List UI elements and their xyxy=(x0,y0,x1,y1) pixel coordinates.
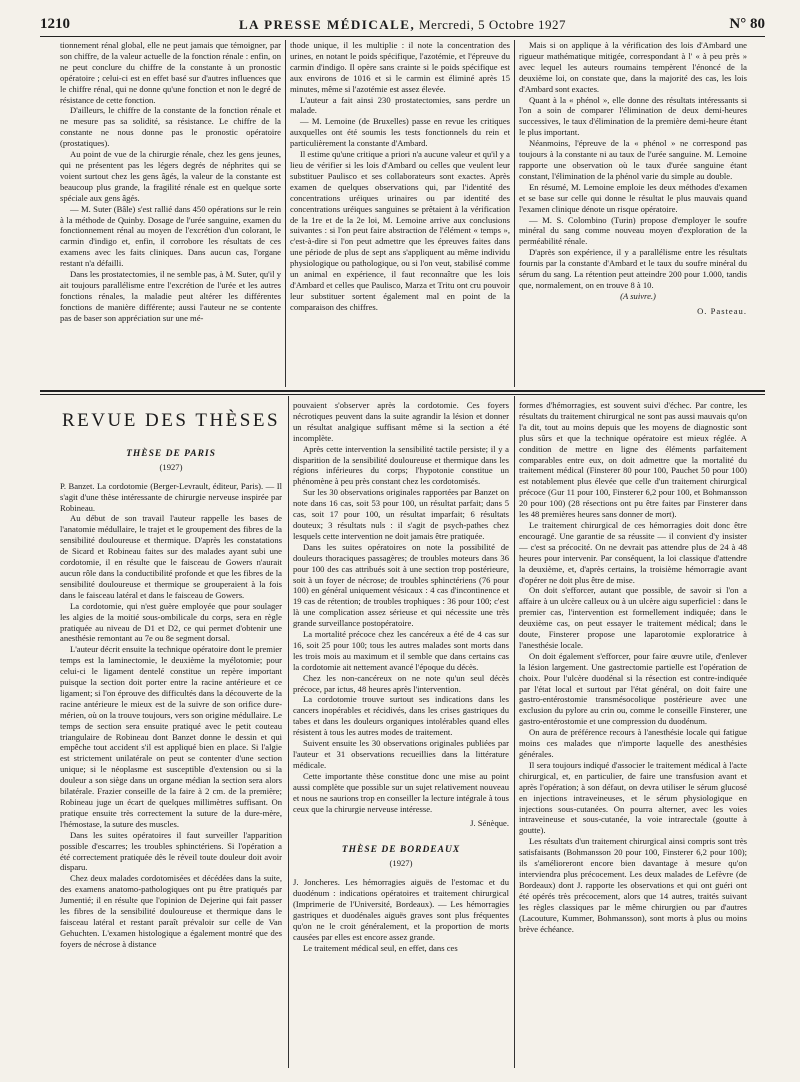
paragraph: En résumé, M. Lemoine emploie les deux méthodes d'examen et se base sur celle qui donne le résultat le plus mauvais quand l'examen clinique dénote un risque opératoire. xyxy=(519,181,747,214)
author-signature: J. Sénèque. xyxy=(470,818,509,829)
column-divider xyxy=(514,40,515,387)
paragraph: Sur les 30 observations originales rapportées par Banzet on note dans 16 cas, soit 53 pour 100, un résultat parfait; dans 5 cas, soit 17 pour 100, un résultat imparfait; 6 résultats douteux; 3 résultats nuls : il s'agit de psych-pathes chez lesquels cette intervention ne doit jamais être pratiquée. xyxy=(293,487,509,541)
paragraph: thode unique, il les multiplie : il note la concentration des urines, en notant le poids spécifique, l'azotémie, et l'épreuve du carmin d'indigo. Il opère sans crainte si le poids spécifique est aux environs de 1016 et si le carmin est éliminé après 15 minutes, même si l'azotémie est assez élevée. xyxy=(290,40,510,94)
paragraph: — M. Lemoine (de Bruxelles) passe en revue les critiques auxquelles ont été soumis les tests fonctionnels du rein et particulièrement la constante d'Ambard. xyxy=(290,116,510,149)
paragraph: Néanmoins, l'épreuve de la « phénol » ne correspond pas toujours à la constante ni au taux de l'urée sanguine. M. Lemoine rapporte une observation où le taux d'urée sanguine étant constant, l'élimination de la phénol varie du simple au double. xyxy=(519,138,747,181)
bottom-column-2 xyxy=(293,400,509,1070)
paragraph: D'après son expérience, il y a parallélisme entre les résultats fournis par la constante d'Ambard et le taux du soufre minéral du sérum du sang. La rétention peut atteindre 200 pour 1.000, tandis que, normalement, on en trouve 8 à 10. xyxy=(519,247,747,290)
top-column-2 xyxy=(290,40,510,388)
paragraph: Le traitement chirurgical de ces hémorragies doit donc être encouragé. Une garantie de sa réussite — il convient d'y insister — c'est sa précocité. On ne devrait pas attendre plus de 24 à 48 heures pour intervenir. Par conséquent, la loi classique d'attendre la deuxième, et, d'après certains, la troisième hémorragie avant d'opérer ne doit plus être de mise. xyxy=(519,519,747,585)
to-follow-note: (A suivre.) xyxy=(620,290,656,301)
paragraph: — M. Suter (Bâle) s'est rallié dans 450 opérations sur le rein à la méthode de Quinby. Dosage de l'urée sanguine, examen du fonctionnement rénal au moyen de l'excrétion d'un colorant, le carmin d'indigo et, enfin, il corrobore les résultats de ces examens avec les faits cliniques. Dans aucun cas, l'organe restant n'a défailli. xyxy=(60,203,281,269)
journal-name: LA PRESSE MÉDICALE, xyxy=(239,17,416,32)
section-rule-thin xyxy=(40,394,765,395)
paragraph: Chez les non-cancéreux on ne note qu'un seul décès précoce, par ictus, 48 heures après l'intervention. xyxy=(293,672,509,694)
page-number: 1210 xyxy=(40,16,70,32)
paragraph: La cordotomie trouve surtout ses indications dans les cancers inopérables et récidivés, dans les crises gastriques du tabes et dans les douleurs organiques intolérables quand elles résistent à tous les autres modes de traitement. xyxy=(293,694,509,738)
paragraph: On doit également s'efforcer, pour faire œuvre utile, d'enlever la lésion largement. Une gastrectomie partielle est l'opération de choix. Pour l'ulcère duodénal si la résection est contre-indiquée par l'état local et surtout par l'état général, on doit faire une gastro-entérostomie transmésocolique postérieure avec une exclusion du pylore au crin ou, comme le conseille Finsterer, une gastro-entérostomie et une compression du duodénum. xyxy=(519,650,747,727)
page-header xyxy=(40,14,765,37)
top-column-1 xyxy=(60,40,281,388)
paragraph: Les résultats d'un traitement chirurgical ainsi compris sont très satisfaisants (Bohmansson 20 pour 100, Finsterer 6,2 pour 100); ils s'amélioreront encore bien davantage à mesure qu'on interviendra plus précocement. Les deux malades de Lefèvre (de Bordeaux) dont J. rapporte les observations et qui ont guéri ont été opérés très précocement, alors que 14 autres, traités suivant les règles classiques par le même chirurgien ou par d'autres (Lacouture, Kummer, Bohmansson), sont morts à plus ou moins brève échéance. xyxy=(519,836,747,934)
paragraph: Dans les suites opératoires on note la possibilité de douleurs thoraciques passagères; de troubles moteurs dans 36 pour 100 des cas attribués soit à une section trop postérieure, soit à un foyer de nécrose; de troubles sphinctériens (76 pour 100) en général uniquement vésicaux : 4 cas d'incontinence et 19 cas de rétention; de troubles trophiques : 36 pour 100; c'est là une complication assez sérieuse et qui nécessite une très grande surveillance postopératoire. xyxy=(293,541,509,629)
paragraph: D'ailleurs, le chiffre de la constante de la fonction rénale et ne mesure pas sa solidité, sa résistance. Le chiffre de la constante ne nous donne pas le pronostic opératoire (prostatiques). xyxy=(60,105,281,149)
paragraph: La cordotomie, qui n'est guère employée que pour soulager les algies de la moitié sous-ombilicale du corps, sera en règle pratiquée au niveau de D1 et D2, ce qui permet d'obtenir une anesthésie remontant au 7e ou 8e segment dorsal. xyxy=(60,600,282,644)
paragraph: Au point de vue de la chirurgie rénale, chez les gens jeunes, qui ne présentent pas les légers degrés de néphrites qui se voient surtout chez les gens âgés, la valeur de la constante est beaucoup plus grande, la fragilité rénale est en quelque sorte spéciale aux gens âgés. xyxy=(60,149,281,203)
paragraph: — M. S. Colombino (Turin) propose d'employer le soufre minéral du sang comme nouveau moyen d'exploration de la perméabilité rénale. xyxy=(519,214,747,247)
paragraph: L'auteur a fait ainsi 230 prostatectomies, sans perdre un malade. xyxy=(290,94,510,116)
paragraph: pouvaient s'observer après la cordotomie. Ces foyers nécrotiques peuvent dans la suite agrandir la lésion et donner un résultat analgique suffisant même si la section a été incomplète. xyxy=(293,400,509,443)
paragraph: tionnement rénal global, elle ne peut jamais que témoigner, par son chiffre, de la valeur actuelle de la fonction rénale : enfin, on ne peut conclure du chiffre de la constante à un pronostic opératoire ; celui-ci est en effet basé sur d'autres influences que le chiffre rénal, qui ne donne qu'une fonction et non le degré de résistance de cette fonction. xyxy=(60,40,281,105)
column-divider xyxy=(288,396,289,1068)
subsection-heading-paris: THÈSE DE PARIS xyxy=(126,448,216,459)
column-divider xyxy=(514,396,515,1068)
section-rule-thick xyxy=(40,390,765,392)
paragraph: formes d'hémorragies, est souvent suivi d'échec. Par contre, les résultats du traitement chirurgical ne sont pas aussi mauvais qu'on l'a dit, tout au moins depuis que les moyens de diagnostic sont plus sûrs et que la technique opératoire est mieux réglée. A condition de mettre en ligne des éléments parfaitement comparables entre eux, on doit admettre que la mortalité du traitement médical (Finsterer 80 pour 100, Pauchet 50 pour 100) est notablement plus élevée que celle d'un traitement chirurgical précoce (Gur 11 pour 100, Finsterer 6,2 pour 100, et Bohmansson 20 pour 100) (28 résections ont pu être faites par Finsterer dans les 48 premières heures sans donner de mort). xyxy=(519,400,747,520)
paragraph: Il sera toujours indiqué d'associer le traitement médical à l'acte chirurgical, et, en particulier, de faire une transfusion avant et après l'opération; à son défaut, on devra utiliser le sérum glucosé en injections intraveineuses, et le sérum physiologique en injections sous-cutanées. On pourra alterner, avec les voies intraveineuse et sous-cutanée, la voie intrarectale (goutte à goutte). xyxy=(519,759,747,836)
paragraph: Dans les prostatectomies, il ne semble pas, à M. Suter, qu'il y ait toujours parallélisme entre l'excrétion de l'urée et les autres fonctions rénales, la maladie peut altérer les différentes fonctions de manière différente; aussi l'auteur ne se contente pas de baser son appréciation sur une mé- xyxy=(60,269,281,323)
running-title xyxy=(40,17,765,33)
bottom-column-1 xyxy=(60,400,282,1070)
paragraph: Dans les suites opératoires il faut surveiller l'apparition possible d'escarres; les troubles sphinctériens. Si l'opération a été correctement pratiquée dès le réveil toute douleur doit avoir disparu. xyxy=(60,829,282,873)
top-column-3 xyxy=(519,40,747,388)
paragraph: Quant à la « phénol », elle donne des résultats intéressants si l'on a soin de comparer l'élimination de deux demi-heures successives, le taux d'élimination de la première demi-heure étant le plus important. xyxy=(519,94,747,138)
paragraph: Cette importante thèse constitue donc une mise au point aussi complète que possible sur un sujet relativement nouveau et nous ne saurions trop en conseiller la lecture intégrale à tous ceux que la chirurgie nerveuse intéresse. xyxy=(293,770,509,814)
subsection-year: (1927) xyxy=(159,461,183,472)
signature-text: O. Pasteau. xyxy=(697,305,747,316)
author-signature xyxy=(519,306,747,317)
paragraph: On aura de préférence recours à l'anesthésie locale qui fatigue moins ces malades que n'importe laquelle des anesthésies générales. xyxy=(519,727,747,759)
issue-number: N° 80 xyxy=(729,16,765,32)
paragraph: La mortalité précoce chez les cancéreux a été de 4 cas sur 16, soit 25 pour 100; tous les autres malades sont morts dans les trois mois au maximum et il semble que dans certains cas la cordotomie ait nettement avancé l'époque du décès. xyxy=(293,629,509,672)
paragraph: Il estime qu'une critique a priori n'a aucune valeur et qu'il y a lieu de vérifier si les lois d'Ambard ou celles que veulent leur substituer Paulisco et ses collaborateurs sont exactes. Après examen de quelques observations qui, par l'identité des concentrations uréiques urinaires ou par identité des concentrations uréiques sanguines se prêtaient à la vérification de la 1re et de la 2e loi, M. Lemoine arrive aux conclusions suivantes : si l'on peut faire abstraction de l'élément « temps », c'est-à-dire si l'on peut admettre que les épreuves faites dans une période de plus de sept ans s'appliquent au même individu physiologique ou pathologique, ou si l'on veut, stabilisé comme un animal en expérience, il faut reconnaître que les lois d'Ambard et celles que Paulisco, Marza et Tritu ont cru pouvoir leur substituer sortent également mal en point de la comparaison des chiffres. xyxy=(290,149,510,312)
section-title: REVUE DES THÈSES xyxy=(61,410,281,431)
column-divider xyxy=(285,40,286,387)
thesis-entry: J. Joncheres. Les hémorragies aiguës de l'estomac et du duodénum : indications opératoires et traitement chirurgical (Imprimerie de l'Université, Bordeaux). — Les hémorragies gastriques et duodénales aiguës graves sont plus fréquentes qu'on ne le croit généralement, et la proportion de morts causées par elles est encore assez grande. xyxy=(293,877,509,942)
paragraph: On doit s'efforcer, autant que possible, de savoir si l'on a affaire à un ulcère calleux ou à un ulcère aigu superficiel : dans le premier cas, l'intervention est formellement indiquée; dans le deuxième cas, on peut essayer le traitement médical; dans le doute, Finsterer propose une laparotomie exploratrice à l'anesthésie locale. xyxy=(519,585,747,650)
paragraph: L'auteur décrit ensuite la technique opératoire dont le premier temps est la laminectomie, le deuxième la myélotomie; pour celui-ci le ligament dentelé constitue un repère important puisque la section doit porter entre la racine antérieure et ce ligament; si l'on éprouve des difficultés dans la découverte de la racine antérieure le mieux est de la suivre de son orifice dure-mérien, où on la trouve toujours, vers son origine médullaire. Le temps de section sera ensuite pratiqué avec le petit couteau triangulaire de Robineau dont Banzet donne le dessin et qui empêche tout accident s'il est appliqué bien en place. Si l'algie est strictement unilatérale on peut se contenter d'une section unique; si le néoplasme est susceptible d'extension ou si la douleur a son siège dans un organe médian la section sera alors bilatérale. Frazier conseille de la faire à 2 cm. de la première; Robineau juge un écart de quelques millimètres suffisant. On pratique ensuite très correctement la suture de la dure-mère, l'hémostase, la suture des muscles. xyxy=(60,644,282,829)
paragraph: Après cette intervention la sensibilité tactile persiste; il y a disparition de la sensibilité douloureuse et thermique dans les régions inférieures du corps; l'hypotonie constitue un phénomène à peu près constant chez les cordotomisés. xyxy=(293,443,509,487)
paragraph: Au début de son travail l'auteur rappelle les bases de l'anatomie médullaire, le trajet et le groupement des fibres de la sensibilité douloureuse et thermique. D'après les constatations de Sicard et Robineau faites sur des malades ayant subi une cordotomie, il en résulte que le faisceau de Gowers n'aurait aucun rôle dans la conductibilité profonde et que les fibres de la sensibilité douloureuse et thermique se grouperaient à la fois dans le faisceau latéral et dans le faisceau de Gowers. xyxy=(60,513,282,600)
subsection-year: (1927) xyxy=(389,858,413,869)
paragraph: Chez deux malades cordotomisées et décédées dans la suite, des examens anatomo-pathologiques ont pu être pratiqués par Jumentié; il en résulte que l'opinion de Dejerine qui fait passer les fibres de la sensibilité douloureuse et thermique dans le faisceau latéral et restant paraît prévaloir sur celle de Van Gehuchten. L'examen histologique a également montré que des foyers de nécrose à distance xyxy=(60,873,282,949)
thesis-entry: P. Banzet. La cordotomie (Berger-Levrault, éditeur, Paris). — Il s'agit d'une thèse intéressante de chirurgie nerveuse inspirée par Robineau. xyxy=(60,480,282,513)
bottom-column-3 xyxy=(519,400,747,1070)
paragraph: Suivent ensuite les 30 observations originales publiées par l'auteur et 31 observations recueillies dans la littérature médicale. xyxy=(293,738,509,770)
spacer xyxy=(293,829,509,841)
issue-date: Mercredi, 5 Octobre 1927 xyxy=(418,17,566,32)
paragraph: Mais si on applique à la vérification des lois d'Ambard une rigueur mathématique mitigée, correspondant à l' « à peu près » avec lequel les auteurs roumains tempèrent l'énoncé de la deuxième loi, on constate que, dans la majorité des cas, les lois d'Ambard sont exactes. xyxy=(519,40,747,94)
subsection-heading-bordeaux: THÈSE DE BORDEAUX xyxy=(341,845,461,856)
paragraph: Le traitement médical seul, en effet, dans ces xyxy=(303,942,458,953)
